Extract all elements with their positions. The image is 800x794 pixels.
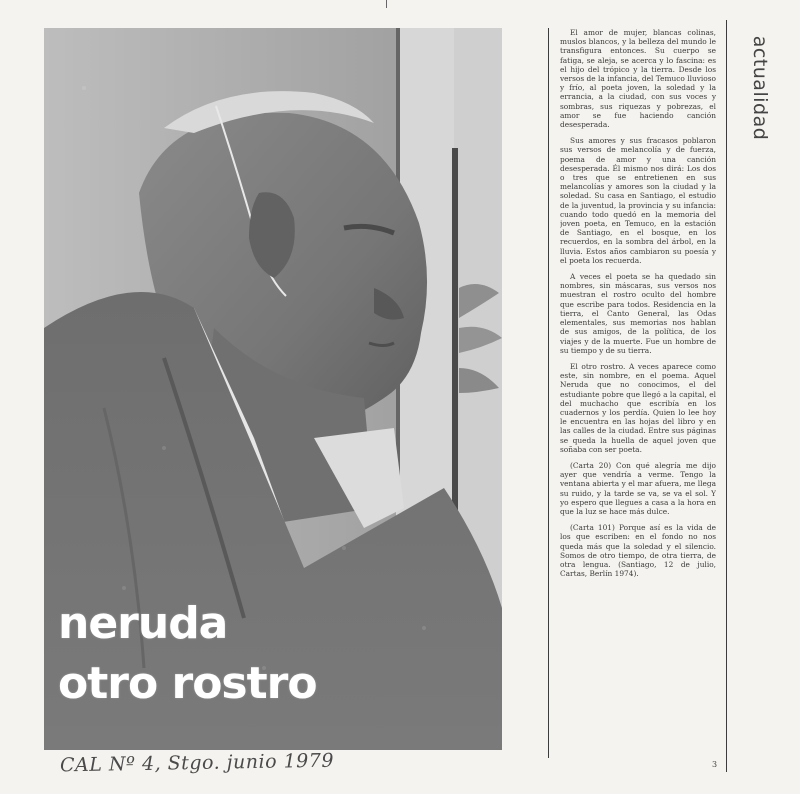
section-label: actualidad (749, 35, 771, 141)
article-paragraph: El otro rostro. A veces aparece como este, sin nombre, en el poema. Aquel Neruda que no conocimos, el del estudiante pobre que llegó a la capital, el del muchacho que escribía en los cuadernos y los perdía. Quien lo lee hoy le encuentra en las hojas del libro y en las calles de la ciudad. Entre sus páginas se queda la huella de aquel joven que soñaba con ser poeta. (560, 361, 716, 454)
article-paragraph: (Carta 101) Porque así es la vida de los que escriben: en el fondo no nos queda más que la soledad y el silencio. Somos de otro tiempo, de otra tierra, de otra lengua. (Santiago, 12 de julio, Cartas, Berlín 1974). (560, 523, 716, 579)
portrait-photo (44, 28, 502, 750)
headline-line-2: otro rostro (58, 658, 317, 709)
article-text-column (560, 28, 716, 758)
article-paragraph: (Carta 20) Con qué alegría me dijo ayer que vendría a verme. Tengo la ventana abierta y el mar afuera, me llega su ruido, y la tarde se va, se va el sol. Y yo espero que llegues a casa a la hora en que la luz se hace más dulce. (560, 460, 716, 516)
article-paragraph: Sus amores y sus fracasos poblaron sus versos de melancolía y de fuerza, poema de amor y una canción desesperada. Él mismo nos dirá: Los dos o tres que se entretienen en sus melancolías y amores son la ciudad y la soledad. Su casa en Santiago, el estudio de la juventud, la provincia y su infancia: cuando todo quedó en la memoria del joven poeta, en Temuco, en la estación de Santiago, en el bosque, en los recuerdos, en la sombra del árbol, en la lluvia. Estos años cambiaron su poesía y el poeta los recuerda. (560, 136, 716, 265)
headline-line-1: neruda (58, 598, 228, 649)
article-paragraph: El amor de mujer, blancas colinas, muslos blancos, y la belleza del mundo le transfigura entonces. Su cuerpo se fatiga, se aleja, se acerca y lo fascina: es el hijo del trópico y la tierra. Desde los versos de la infancia, del Temuco lluvioso y frío, al poeta joven, la soledad y la errancia, a la ciudad, con sus voces y sombras, sus riquezas y pobrezas, el amor se fue haciendo canción desesperada. (560, 28, 716, 130)
headline (58, 594, 317, 714)
article-paragraph: A veces el poeta se ha quedado sin nombres, sin máscaras, sus versos nos muestran el rostro oculto del hombre que escribe para todos. Residencia en la tierra, el Canto General, las Odas elementales, sus memorias nos hablan de sus amigos, de la política, de los viajes y de la muerte. Fue un hombre de su tiempo y de su tierra. (560, 272, 716, 355)
fold-mark (386, 0, 387, 8)
column-rule-left (548, 28, 549, 758)
page-number: 3 (712, 760, 718, 769)
column-rule-right (726, 20, 727, 772)
handwritten-note: CAL Nº 4, Stgo. junio 1979 (59, 749, 335, 777)
